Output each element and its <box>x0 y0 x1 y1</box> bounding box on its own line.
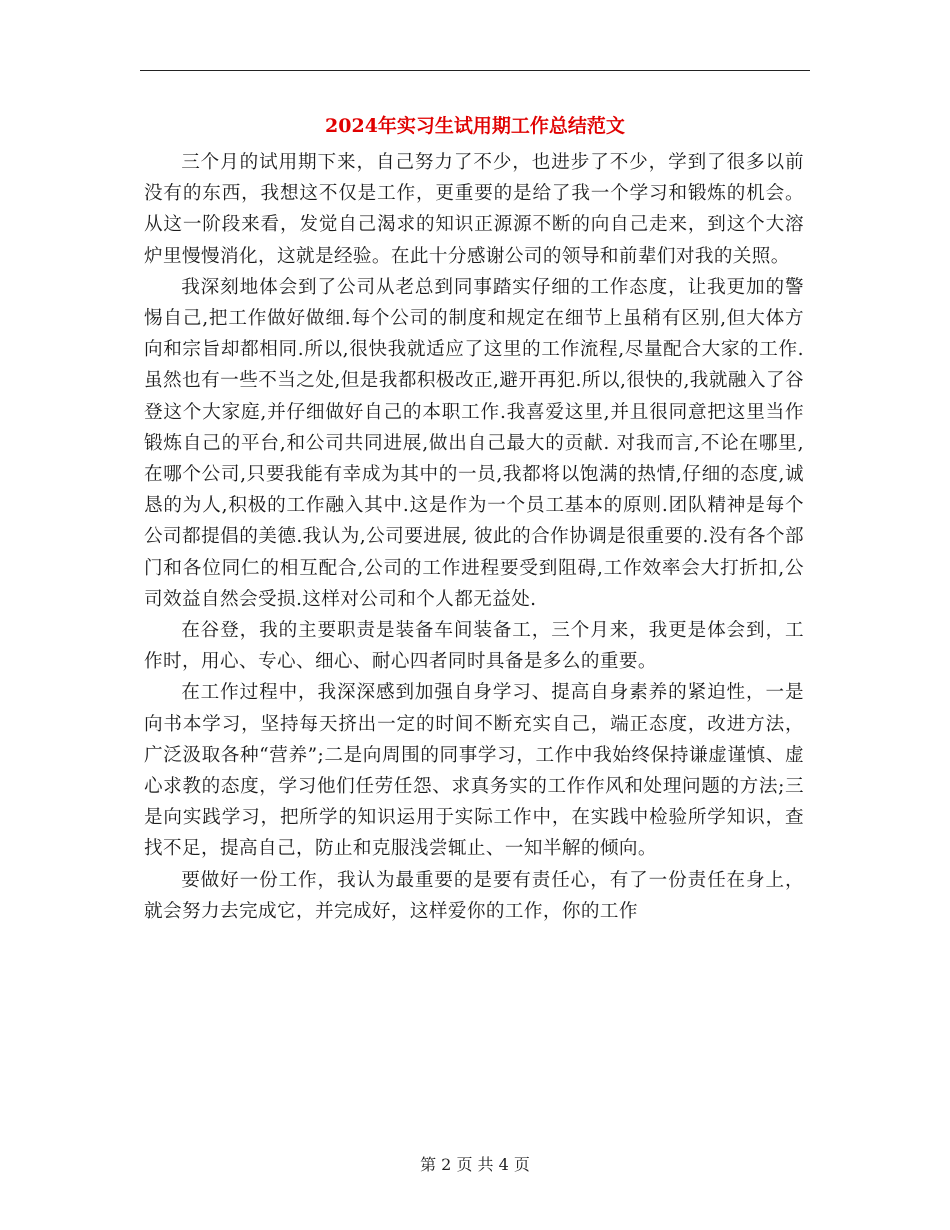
paragraph: 三个月的试用期下来，自己努力了不少，也进步了不少，学到了很多以前没有的东西，我想这不仅是工作，更重要的是给了我一个学习和锻炼的机会。从这一阶段来看，发觉自己渴求的知识正源源不断的向自己走来，到这个大溶炉里慢慢消化，这就是经验。在此十分感谢公司的领导和前辈们对我的关照。 <box>144 152 804 267</box>
paragraph: 要做好一份工作，我认为最重要的是要有责任心，有了一份责任在身上，就会努力去完成它，并完成好，这样爱你的工作，你的工作 <box>144 869 804 922</box>
paragraph: 在工作过程中，我深深感到加强自身学习、提高自身素养的紧迫性，一是向书本学习，坚持每天挤出一定的时间不断充实自己，端正态度，改进方法，广泛汲取各种“营养”;二是向周围的同事学习，工作中我始终保持谦虚谨慎、虚心求教的态度，学习他们任劳任怨、求真务实的工作作风和处理问题的方法;三是向实践学习，把所学的知识运用于实际工作中，在实践中检验所学知识，查找不足，提高自己，防止和克服浅尝辄止、一知半解的倾向。 <box>144 682 804 860</box>
paragraph: 我深刻地体会到了公司从老总到同事踏实仔细的工作态度，让我更加的警惕自己,把工作做好做细.每个公司的制度和规定在细节上虽稍有区别,但大体方向和宗旨却都相同.所以,很快我就适应了这里的工作流程,尽量配合大家的工作.虽然也有一些不当之处,但是我都积极改正,避开再犯.所以,很快的,我就融入了谷登这个大家庭,并仔细做好自己的本职工作.我喜爱这里,并且很同意把这里当作锻炼自己的平台,和公司共同进展,做出自己最大的贡献. 对我而言,不论在哪里,在哪个公司,只要我能有幸成为其中的一员,我都将以饱满的热情,仔细的态度,诚恳的为人,积极的工作融入其中.这是作为一个员工基本的原则.团队精神是每个公司都提倡的美德.我认为,公司要进展, 彼此的合作协调是很重要的.没有各个部门和各位同仁的相互配合,公司的工作进程要受到阻碍,工作效率会大打折扣,公司效益自然会受损.这样对公司和个人都无益处. <box>144 276 804 610</box>
page-number-footer: 第 2 页 共 4 页 <box>420 1155 530 1174</box>
header-rule <box>140 70 810 71</box>
paragraph: 在谷登，我的主要职责是装备车间装备工，三个月来，我更是体会到，工作时，用心、专心、细心、耐心四者同时具备是多么的重要。 <box>144 620 804 673</box>
document-body <box>144 147 804 927</box>
document-title: 2024年实习生试用期工作总结范文 <box>325 115 625 137</box>
